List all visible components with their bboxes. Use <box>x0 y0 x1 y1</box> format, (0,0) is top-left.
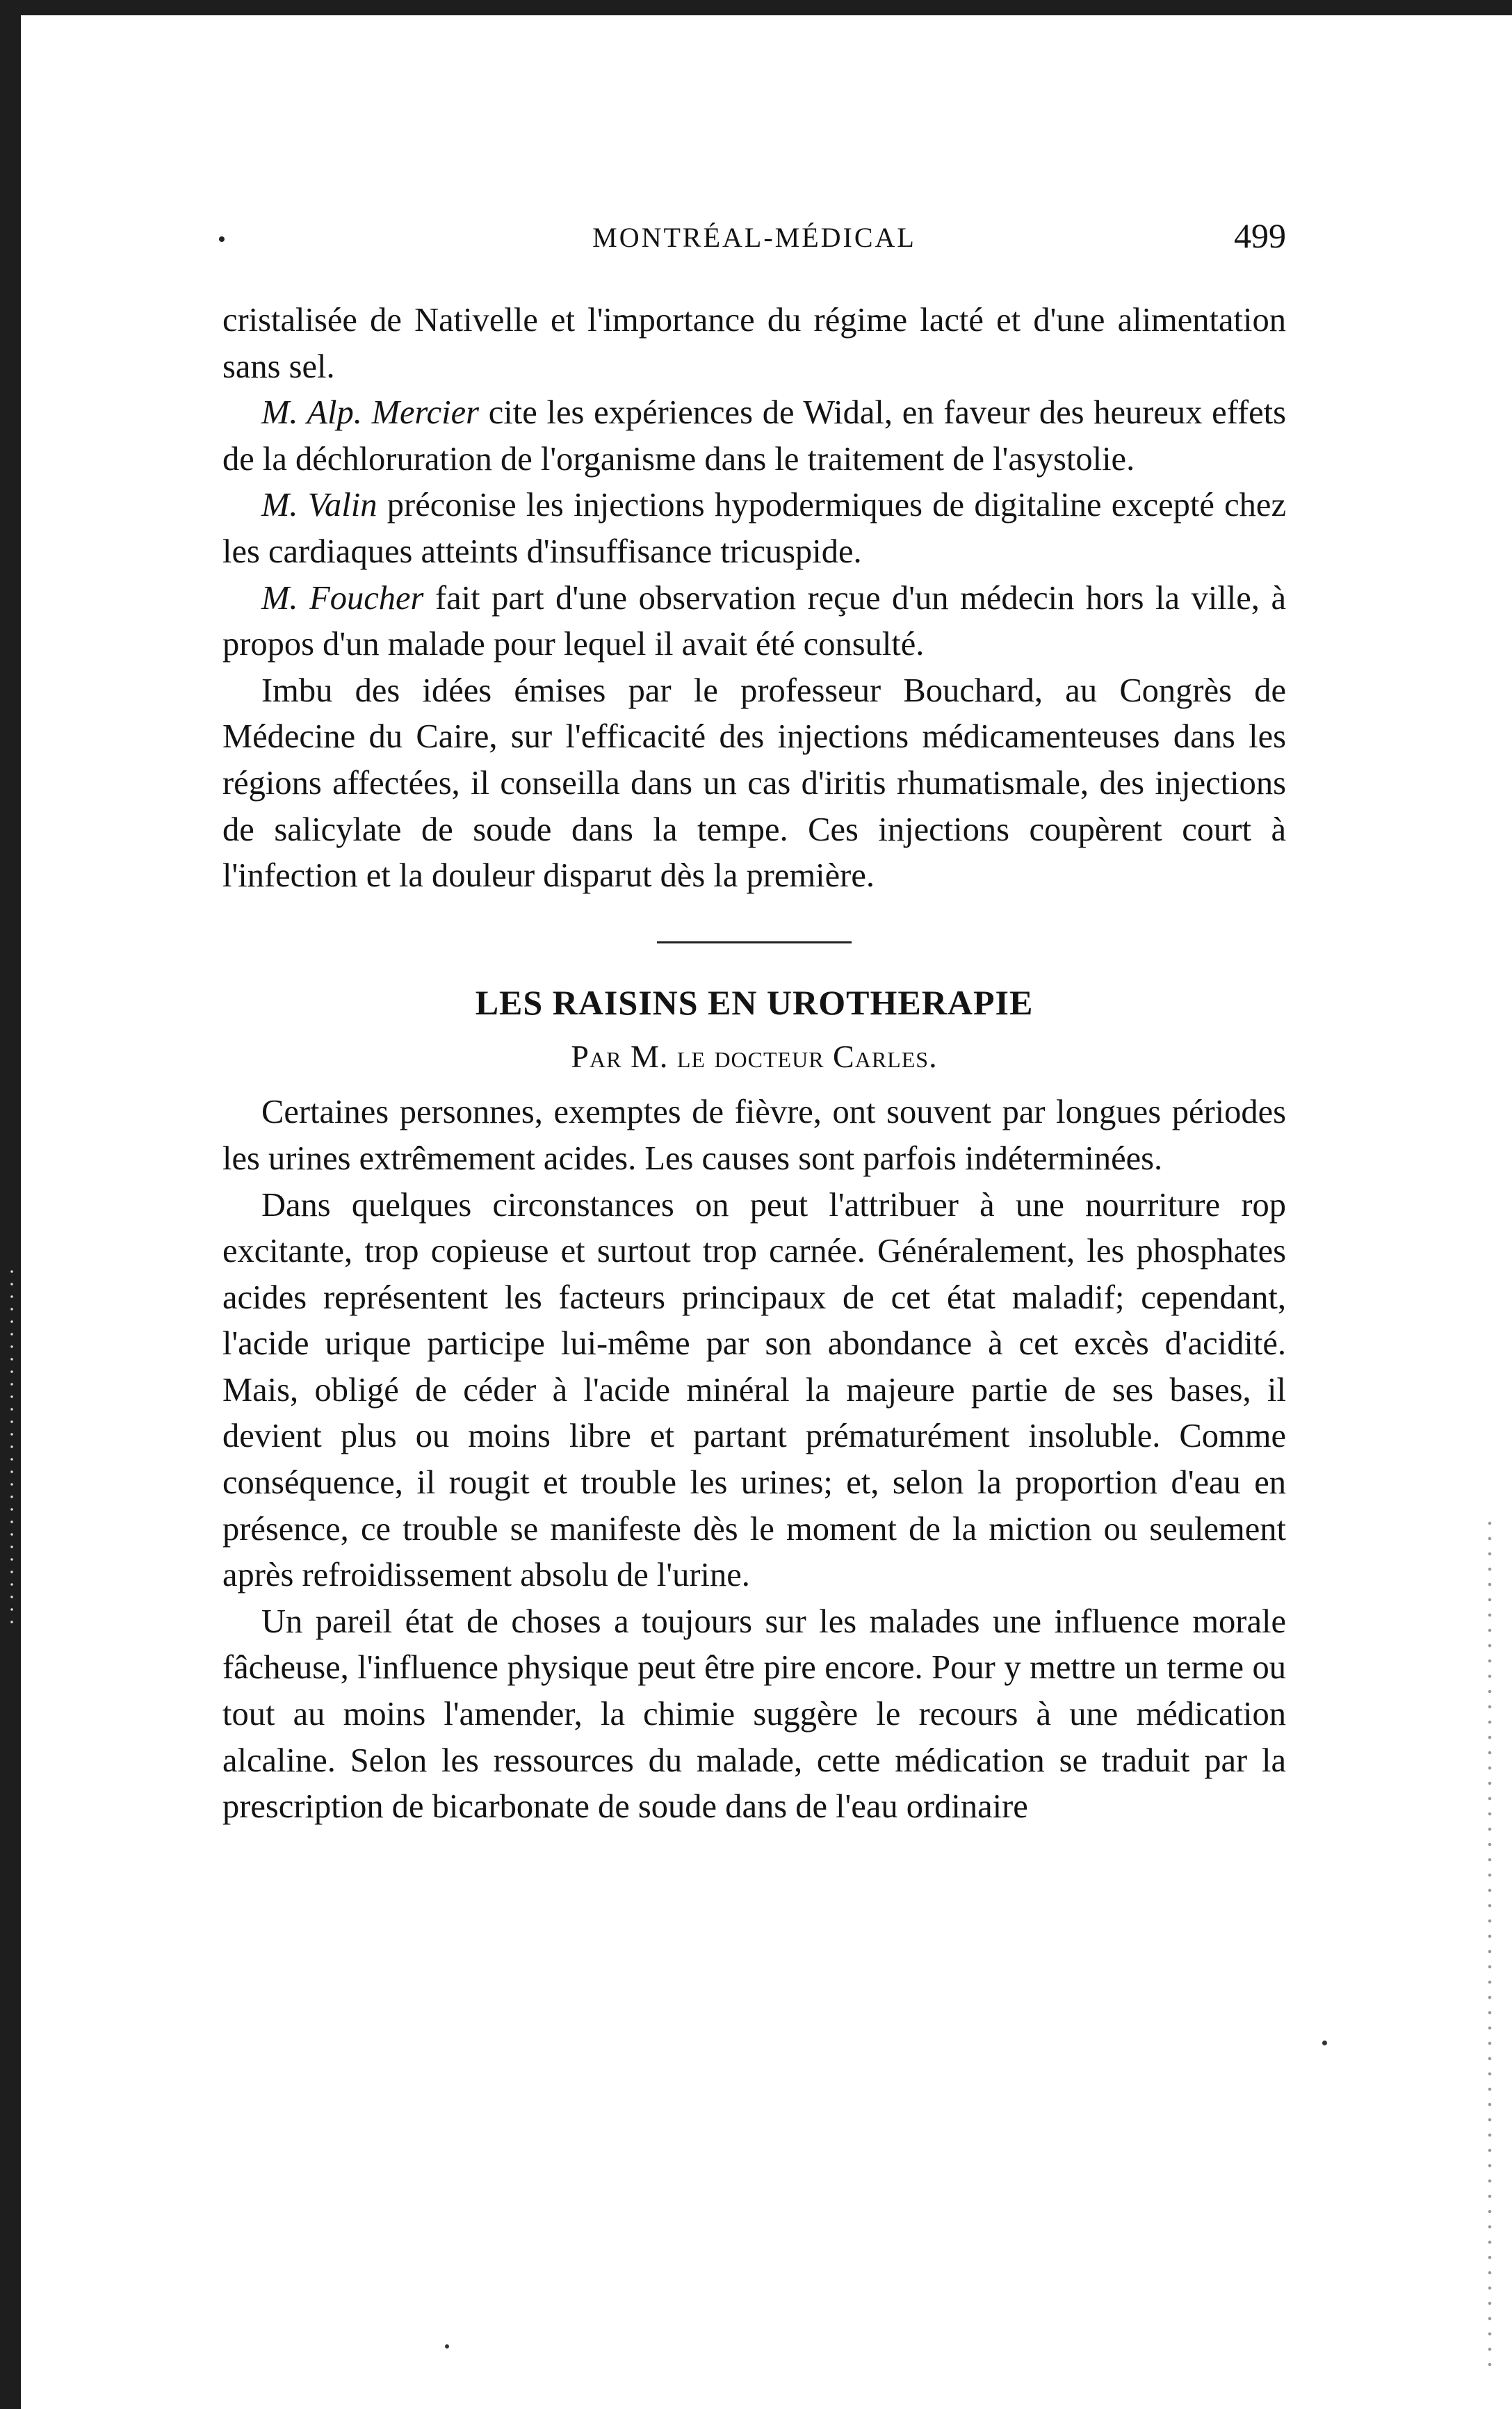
paragraph: Dans quelques circonstances on peut l'attribuer à une nourriture rop excitante, trop copieuse et surtout trop carnée. Généralement, les phosphates acides représentent les facteurs principaux de cet état maladif; cependant, l'acide urique participe lui-même par son abondance à cet excès d'acidité. Mais, obligé de céder à l'acide minéral la majeure partie de ses bases, il devient plus ou moins libre et partant prématurément insoluble. Comme conséquence, il rougit et trouble les urines; et, selon la proportion d'eau en présence, ce trouble se manifeste dès le moment de la miction ou seulement après refroidissement absolu de l'urine. <box>222 1186 1286 1594</box>
paragraph <box>222 390 1286 482</box>
running-head <box>222 216 1286 263</box>
page-number: 499 <box>1234 216 1286 255</box>
text-column <box>222 298 1286 1831</box>
scan-speckle-right <box>1488 1516 1492 2378</box>
scan-speckle-left <box>10 1265 14 1627</box>
scan-border-left <box>0 0 21 2409</box>
article-title: LES RAISINS EN UROTHERAPIE <box>475 982 1034 1022</box>
paragraph: Un pareil état de choses a toujours sur les malades une influence morale fâcheuse, l'influence physique peut être pire encore. Pour y mettre un terme ou tout au moins l'amender, la chimie suggère le recours à une médication alcaline. Selon les ressources du malade, cette médication se traduit par la prescription de bicarbonate de soude dans de l'eau ordinaire <box>222 1603 1286 1826</box>
paragraph-text: Imbu des idées émises par le professeur Bouchard, au Congrès de Médecine du Caire, sur l'efficacité des injections médicamenteuses dans les régions affectées, il conseilla dans un cas d'iritis rhumatismale, des injections de salicylate de soude dans la tempe. Ces injections coupèrent court à l'infection et la douleur disparut dès la première. <box>222 672 1286 895</box>
speaker-name: M. Alp. Mercier <box>261 394 479 432</box>
paragraph <box>222 576 1286 668</box>
article-byline: Par M. le docteur Carles. <box>571 1038 938 1074</box>
paragraph-text: cite les expériences de Widal, en faveur des heureux effets de la déchloruration de l'organisme dans le traitement de l'asystolie. <box>222 394 1286 478</box>
paragraph-text: fait part d'une observation reçue d'un médecin hors la ville, à propos d'un malade pour lequel il avait été consulté. <box>222 579 1286 663</box>
paragraph <box>222 482 1286 575</box>
scan-border-top <box>0 0 1512 15</box>
ink-dot <box>445 2344 449 2349</box>
paragraph-text: cristalisée de Nativelle et l'importance du régime lacté et d'une alimentation sans sel. <box>222 302 1286 385</box>
paragraph <box>222 668 1286 900</box>
scan-page-corner <box>21 15 104 78</box>
paragraph <box>222 298 1286 390</box>
ink-dot <box>1322 2041 1327 2045</box>
speaker-name: M. Valin <box>261 487 377 524</box>
running-title: MONTRÉAL-MÉDICAL <box>592 222 916 253</box>
speaker-name: M. Foucher <box>261 579 424 617</box>
paragraph: Certaines personnes, exemptes de fièvre, ont souvent par longues périodes les urines extrêmement acides. Les causes sont parfois indéterminées. <box>222 1094 1286 1177</box>
section-divider <box>657 941 852 943</box>
paragraph-text: préconise les injections hypodermiques de digitaline excepté chez les cardiaques atteints d'insuffisance tricuspide. <box>222 487 1286 570</box>
